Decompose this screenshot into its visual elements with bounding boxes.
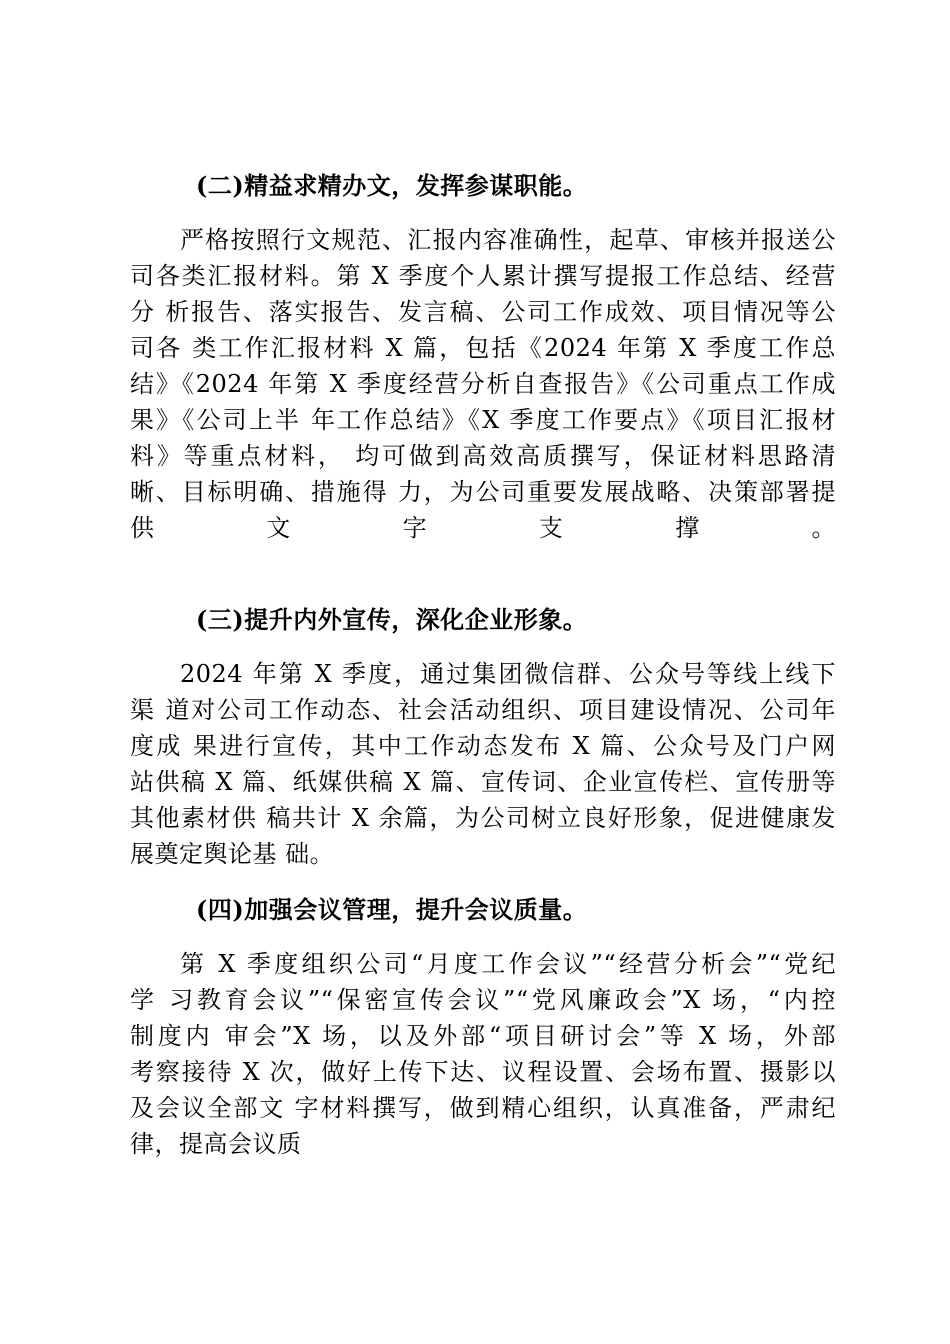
paragraph-line: 严格按照行文规范、汇报内容准确性，起草、审核并报送公 xyxy=(180,226,836,254)
paragraph-line: 供文字支撑。 xyxy=(130,514,836,542)
paragraph-line: 结》《2024 年第 X 季度经营分析自查报告》《公司重点工作成 xyxy=(130,370,836,398)
paragraph-line: 第 X 季度组织公司“月度工作会议”“经营分析会”“党纪 xyxy=(180,950,836,978)
paragraph-line: 渠 道对公司工作动态、社会活动组织、项目建设情况、公司年 xyxy=(130,696,836,724)
paragraph-line: 站供稿 X 篇、纸媒供稿 X 篇、宣传词、企业宣传栏、宣传册等 xyxy=(130,768,836,796)
section-heading-2: (二)精益求精办文，发挥参谋职能。 xyxy=(196,171,588,200)
paragraph-line: 其他素材供 稿共计 X 余篇，为公司树立良好形象，促进健康发 xyxy=(130,804,836,832)
paragraph-line: 料》等重点材料， 均可做到高效高质撰写，保证材料思路清 xyxy=(130,442,836,470)
paragraph-line: 考察接待 X 次，做好上传下达、议程设置、会场布置、摄影以 xyxy=(130,1058,836,1086)
paragraph-line: 及会议全部文 字材料撰写，做到精心组织，认真准备，严肃纪 xyxy=(130,1094,836,1122)
paragraph-line: 果》《公司上半 年工作总结》《X 季度工作要点》《项目汇报材 xyxy=(130,406,836,434)
paragraph-line: 制度内 审会”X 场，以及外部“项目研讨会”等 X 场，外部 xyxy=(130,1022,836,1050)
paragraph-line: 2024 年第 X 季度，通过集团微信群、公众号等线上线下 xyxy=(180,660,836,688)
paragraph-line: 学 习教育会议”“保密宣传会议”“党风廉政会”X 场，“内控 xyxy=(130,986,836,1014)
paragraph-line: 展奠定舆论基 础。 xyxy=(130,840,335,868)
paragraph-line: 律，提高会议质 xyxy=(130,1130,302,1158)
paragraph-line: 分 析报告、落实报告、发言稿、公司工作成效、项目情况等公 xyxy=(130,298,836,326)
paragraph-line: 司各类汇报材料。第 X 季度个人累计撰写提报工作总结、经营 xyxy=(130,262,836,290)
paragraph-line: 司各 类工作汇报材料 X 篇，包括《2024 年第 X 季度工作总 xyxy=(130,334,836,362)
section-heading-4: (四)加强会议管理，提升会议质量。 xyxy=(196,895,588,924)
section-heading-3: (三)提升内外宣传，深化企业形象。 xyxy=(196,605,588,634)
paragraph-line: 度成 果进行宣传，其中工作动态发布 X 篇、公众号及门户网 xyxy=(130,732,836,760)
paragraph-line: 晰、目标明确、措施得 力，为公司重要发展战略、决策部署提 xyxy=(130,478,836,506)
